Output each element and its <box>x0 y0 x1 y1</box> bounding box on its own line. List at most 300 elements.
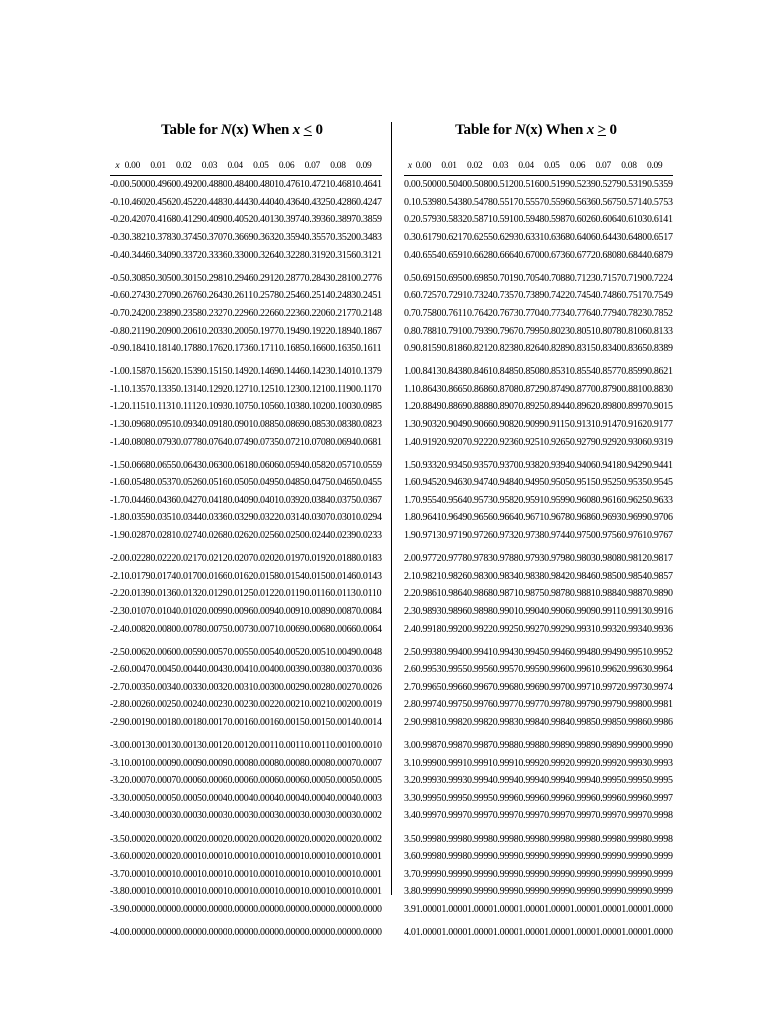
probability-cell: 0.3192 <box>304 249 331 261</box>
row-x-value: -1.6 <box>110 477 125 489</box>
probability-cell: 0.7291 <box>441 290 468 302</box>
probability-cell: 0.9591 <box>518 494 545 506</box>
probability-cell: 0.9099 <box>518 419 545 431</box>
probability-cell: 0.9999 <box>518 851 545 863</box>
probability-cell: 0.9871 <box>492 588 519 600</box>
probability-cell: 0.9656 <box>467 512 493 524</box>
probability-cell: 0.0049 <box>330 646 356 658</box>
table-row <box>404 790 673 808</box>
probability-cell: 0.0217 <box>176 553 202 565</box>
title-op: > <box>597 122 606 138</box>
probability-cell: 0.3050 <box>150 272 177 284</box>
probability-cell: 0.0008 <box>227 757 254 769</box>
probability-cell: 0.0006 <box>227 775 254 787</box>
probability-cell: 0.0002 <box>355 833 382 845</box>
probability-cell: 0.6331 <box>518 232 545 244</box>
probability-cell: 0.9082 <box>492 419 519 431</box>
probability-cell: 0.9251 <box>518 436 545 448</box>
probability-cell: 0.1038 <box>278 401 305 413</box>
probability-cell: 0.4681 <box>330 179 356 191</box>
probability-cell: 0.8365 <box>621 343 647 355</box>
probability-cell: 0.0001 <box>176 851 202 863</box>
probability-cell: 0.0003 <box>201 810 228 822</box>
probability-cell: 0.9985 <box>569 717 596 729</box>
probability-cell: 0.9279 <box>569 436 596 448</box>
probability-cell: 0.0384 <box>304 494 331 506</box>
probability-cell: 0.2743 <box>124 290 151 302</box>
title-when: When <box>251 122 290 138</box>
row-x-value: -2.4 <box>110 623 125 635</box>
probability-cell: 0.9554 <box>415 494 442 506</box>
probability-cell: 0.8708 <box>492 383 519 395</box>
probability-cell: 0.6255 <box>467 232 493 244</box>
probability-cell: 0.0336 <box>201 512 228 524</box>
probability-cell: 0.3085 <box>124 272 151 284</box>
probability-cell: 0.0011 <box>304 740 330 752</box>
probability-cell: 1.0000 <box>467 927 493 939</box>
row-x-value: -0.0 <box>110 179 125 191</box>
probability-cell: 0.0166 <box>201 570 228 582</box>
probability-cell: 0.9999 <box>415 868 442 880</box>
probability-cell: 0.9938 <box>415 646 442 658</box>
probability-cell: 0.2266 <box>253 307 279 319</box>
probability-cell: 0.8907 <box>492 401 519 413</box>
probability-cell: 0.0495 <box>253 477 279 489</box>
probability-cell: 0.9943 <box>492 646 519 658</box>
probability-cell: 0.0222 <box>150 553 177 565</box>
row-x-value: 2.3 <box>404 605 416 617</box>
probability-cell: 0.9971 <box>569 681 596 693</box>
probability-cell: 0.0019 <box>124 717 151 729</box>
probability-cell: 0.9999 <box>492 868 519 880</box>
probability-cell: 0.0122 <box>253 588 279 600</box>
probability-cell: 0.9998 <box>646 810 673 822</box>
probability-cell: 0.6406 <box>569 232 596 244</box>
probability-cell: 0.5199 <box>544 179 570 191</box>
probability-cell: 0.4168 <box>150 214 177 226</box>
probability-cell: 0.9999 <box>646 851 673 863</box>
table-row <box>110 865 382 883</box>
table-row <box>404 287 673 305</box>
probability-cell: 0.0778 <box>176 436 202 448</box>
column-header: 0.00 <box>415 161 432 171</box>
probability-cell: 0.0012 <box>227 740 254 752</box>
probability-cell: 1.0000 <box>646 903 673 915</box>
table-row <box>404 381 673 399</box>
title-arg: (x) <box>231 122 249 138</box>
probability-cell: 0.9999 <box>621 851 647 863</box>
probability-cell: 0.2514 <box>304 290 331 302</box>
probability-cell: 0.9319 <box>646 436 673 448</box>
probability-cell: 0.8849 <box>415 401 442 413</box>
table-row <box>110 754 382 772</box>
probability-cell: 0.0016 <box>253 717 279 729</box>
table-row <box>110 381 382 399</box>
row-x-value: 1.8 <box>404 512 416 524</box>
table-row <box>404 714 673 732</box>
probability-cell: 0.1251 <box>253 383 279 395</box>
table-row <box>404 731 673 754</box>
probability-cell: 0.0143 <box>355 570 382 582</box>
probability-cell: 0.0030 <box>253 681 279 693</box>
probability-cell: 0.9671 <box>518 512 545 524</box>
probability-cell: 0.9999 <box>569 886 596 898</box>
probability-cell: 0.0764 <box>201 436 228 448</box>
probability-cell: 0.9147 <box>595 419 622 431</box>
probability-cell: 0.0485 <box>278 477 305 489</box>
probability-cell: 0.8810 <box>621 383 647 395</box>
probability-cell: 0.0009 <box>150 757 177 769</box>
probability-cell: 0.9713 <box>415 530 442 542</box>
probability-cell: 0.4247 <box>355 196 382 208</box>
probability-cell: 0.0132 <box>176 588 202 600</box>
probability-cell: 0.9999 <box>518 868 545 880</box>
probability-cell: 0.1922 <box>304 325 331 337</box>
probability-cell: 0.0721 <box>278 436 305 448</box>
probability-cell: 0.0001 <box>330 886 356 898</box>
probability-cell: 0.9582 <box>492 494 519 506</box>
row-x-value: 2.4 <box>404 623 416 635</box>
probability-cell: 0.9693 <box>595 512 622 524</box>
probability-cell: 1.0000 <box>595 927 622 939</box>
probability-cell: 0.9830 <box>467 570 493 582</box>
probability-cell: 0.9998 <box>646 833 673 845</box>
probability-cell: 0.0001 <box>278 886 305 898</box>
probability-cell: 0.9984 <box>544 717 570 729</box>
table-row <box>110 848 382 866</box>
row-x-value: 3.3 <box>404 792 416 804</box>
probability-cell: 0.9793 <box>518 553 545 565</box>
row-x-value: 3.6 <box>404 851 416 863</box>
probability-cell: 0.0749 <box>227 436 254 448</box>
probability-cell: 0.0001 <box>201 851 228 863</box>
table-row <box>404 474 673 492</box>
probability-cell: 0.9772 <box>415 553 442 565</box>
probability-cell: 0.0010 <box>355 740 382 752</box>
probability-cell: 0.9955 <box>441 664 468 676</box>
probability-cell: 0.0002 <box>227 833 254 845</box>
row-x-value: 0.8 <box>404 325 416 337</box>
probability-cell: 0.3228 <box>278 249 305 261</box>
probability-cell: 0.0001 <box>227 851 254 863</box>
row-x-value: 1.1 <box>404 383 416 395</box>
probability-cell: 0.0040 <box>253 664 279 676</box>
probability-cell: 0.0107 <box>124 605 151 617</box>
probability-cell: 0.0002 <box>253 833 279 845</box>
probability-cell: 0.4443 <box>227 196 254 208</box>
probability-cell: 0.9861 <box>415 588 442 600</box>
table-row <box>404 865 673 883</box>
probability-cell: 0.8665 <box>441 383 468 395</box>
probability-cell: 0.0001 <box>150 886 177 898</box>
probability-cell: 0.2327 <box>201 307 228 319</box>
probability-cell: 0.9474 <box>467 477 493 489</box>
probability-cell: 1.0000 <box>569 903 596 915</box>
probability-cell: 0.0099 <box>201 605 228 617</box>
table-row <box>110 416 382 434</box>
right-table-title <box>404 122 668 146</box>
probability-cell: 0.9993 <box>621 757 647 769</box>
probability-cell: 0.0003 <box>278 810 305 822</box>
probability-cell: 0.9999 <box>544 886 570 898</box>
probability-cell: 0.0102 <box>176 605 202 617</box>
probability-cell: 0.0582 <box>304 459 331 471</box>
probability-cell: 0.4404 <box>253 196 279 208</box>
probability-cell: 0.0024 <box>176 699 202 711</box>
table-row <box>404 696 673 714</box>
table-row <box>110 918 382 941</box>
probability-cell: 0.3300 <box>227 249 254 261</box>
probability-cell: 0.0059 <box>176 646 202 658</box>
probability-cell: 0.8749 <box>544 383 570 395</box>
probability-cell: 0.0681 <box>355 436 382 448</box>
probability-cell: 0.0004 <box>253 792 279 804</box>
probability-cell: 0.2420 <box>124 307 151 319</box>
probability-cell: 0.0174 <box>150 570 177 582</box>
probability-cell: 0.7580 <box>415 307 442 319</box>
table-row <box>404 176 673 194</box>
probability-cell: 0.0188 <box>330 553 356 565</box>
probability-cell: 0.0019 <box>355 699 382 711</box>
probability-cell: 0.7939 <box>467 325 493 337</box>
probability-cell: 0.0010 <box>330 740 356 752</box>
probability-cell: 0.6879 <box>646 249 673 261</box>
probability-cell: 0.7881 <box>415 325 442 337</box>
title-arg: (x) <box>525 122 543 138</box>
probability-cell: 0.9997 <box>467 810 493 822</box>
probability-cell: 0.9996 <box>518 792 545 804</box>
probability-cell: 0.9767 <box>646 530 673 542</box>
table-row <box>404 585 673 603</box>
probability-cell: 0.0885 <box>253 419 279 431</box>
probability-cell: 0.0000 <box>124 927 151 939</box>
probability-cell: 0.9616 <box>595 494 622 506</box>
probability-cell: 0.9357 <box>467 459 493 471</box>
column-header: 0.02 <box>176 161 192 171</box>
probability-cell: 0.2358 <box>176 307 202 319</box>
probability-cell: 0.0401 <box>253 494 279 506</box>
probability-cell: 0.8212 <box>467 343 493 355</box>
row-x-value: -2.2 <box>110 588 125 600</box>
probability-cell: 0.9756 <box>595 530 622 542</box>
probability-cell: 0.0007 <box>124 775 151 787</box>
probability-cell: 0.9990 <box>415 757 442 769</box>
probability-cell: 0.1271 <box>227 383 254 395</box>
probability-cell: 0.9991 <box>441 757 468 769</box>
table-row <box>110 603 382 621</box>
table-row <box>110 772 382 790</box>
probability-cell: 0.1539 <box>176 366 202 378</box>
probability-cell: 0.9994 <box>569 775 596 787</box>
probability-cell: 0.9966 <box>441 681 468 693</box>
probability-cell: 0.9049 <box>441 419 468 431</box>
probability-cell: 0.0004 <box>227 792 254 804</box>
table-row <box>404 679 673 697</box>
row-x-value: 2.5 <box>404 646 416 658</box>
probability-cell: 0.0505 <box>227 477 254 489</box>
probability-cell: 0.9909 <box>569 605 596 617</box>
row-x-value: -3.1 <box>110 757 125 769</box>
probability-cell: 0.9649 <box>441 512 468 524</box>
table-row <box>404 433 673 451</box>
probability-cell: 0.0051 <box>304 646 331 658</box>
probability-cell: 0.9999 <box>646 886 673 898</box>
probability-cell: 0.9893 <box>415 605 442 617</box>
probability-cell: 0.0322 <box>253 512 279 524</box>
probability-cell: 0.9956 <box>467 664 493 676</box>
probability-cell: 0.0000 <box>150 927 177 939</box>
probability-cell: 0.0038 <box>304 664 331 676</box>
row-x-value: 3.9 <box>404 903 416 915</box>
probability-cell: 0.0351 <box>150 512 177 524</box>
table-row <box>404 357 673 380</box>
probability-cell: 0.9974 <box>415 699 442 711</box>
probability-cell: 0.0344 <box>176 512 202 524</box>
row-x-value: -3.3 <box>110 792 125 804</box>
probability-cell: 0.0091 <box>278 605 305 617</box>
probability-cell: 0.0526 <box>176 477 202 489</box>
probability-cell: 0.9963 <box>621 664 647 676</box>
probability-cell: 0.0003 <box>330 810 356 822</box>
probability-cell: 0.8389 <box>646 343 673 355</box>
table-row <box>404 848 673 866</box>
probability-cell: 0.0069 <box>278 623 305 635</box>
probability-cell: 0.3557 <box>304 232 331 244</box>
probability-cell: 0.0015 <box>278 717 305 729</box>
table-row <box>404 340 673 358</box>
probability-cell: 0.9988 <box>492 740 519 752</box>
probability-cell: 0.2061 <box>176 325 202 337</box>
probability-cell: 1.0000 <box>467 903 493 915</box>
probability-cell: 0.0073 <box>227 623 254 635</box>
probability-cell: 0.8621 <box>646 366 673 378</box>
probability-cell: 1.0000 <box>544 927 570 939</box>
probability-cell: 0.0000 <box>253 927 279 939</box>
probability-cell: 0.1867 <box>355 325 382 337</box>
probability-cell: 0.0537 <box>150 477 177 489</box>
probability-cell: 0.0281 <box>150 530 177 542</box>
probability-cell: 0.6368 <box>544 232 570 244</box>
probability-cell: 0.0571 <box>330 459 356 471</box>
probability-cell: 0.0012 <box>201 740 228 752</box>
probability-cell: 0.7673 <box>492 307 519 319</box>
probability-cell: 0.3372 <box>176 249 202 261</box>
probability-cell: 0.9997 <box>518 810 545 822</box>
probability-cell: 0.5438 <box>441 196 468 208</box>
probability-cell: 0.9608 <box>569 494 596 506</box>
probability-cell: 0.6517 <box>646 232 673 244</box>
probability-cell: 0.9962 <box>595 664 622 676</box>
probability-cell: 0.9980 <box>621 699 647 711</box>
title-var: x <box>586 122 595 138</box>
probability-cell: 0.0003 <box>355 792 382 804</box>
probability-cell: 0.0516 <box>201 477 228 489</box>
probability-cell: 0.9535 <box>621 477 647 489</box>
row-x-value: 0.9 <box>404 343 416 355</box>
probability-cell: 0.1151 <box>124 401 150 413</box>
probability-cell: 0.0000 <box>304 927 331 939</box>
probability-cell: 0.9997 <box>646 792 673 804</box>
row-x-value: 3.1 <box>404 757 416 769</box>
probability-cell: 0.5753 <box>646 196 673 208</box>
probability-cell: 0.0021 <box>278 699 305 711</box>
probability-cell: 0.0853 <box>304 419 331 431</box>
probability-cell: 0.9993 <box>415 775 442 787</box>
row-x-value: -2.8 <box>110 699 125 711</box>
row-x-value: 1.2 <box>404 401 416 413</box>
column-header: 0.07 <box>595 161 611 171</box>
probability-cell: 0.0045 <box>150 664 177 676</box>
probability-cell: 0.2643 <box>201 290 228 302</box>
probability-cell: 0.9981 <box>646 699 673 711</box>
probability-cell: 0.0119 <box>278 588 305 600</box>
probability-cell: 0.0006 <box>201 775 228 787</box>
probability-cell: 0.0000 <box>201 903 228 915</box>
probability-cell: 0.0036 <box>355 664 382 676</box>
probability-cell: 0.9686 <box>569 512 596 524</box>
probability-cell: 0.9957 <box>492 664 519 676</box>
probability-cell: 0.8925 <box>518 401 545 413</box>
table-row <box>110 883 382 901</box>
probability-cell: 0.0008 <box>253 757 279 769</box>
probability-cell: 0.0004 <box>201 792 228 804</box>
header-row <box>404 159 673 176</box>
probability-cell: 0.0060 <box>150 646 177 658</box>
probability-cell: 0.5636 <box>569 196 596 208</box>
probability-cell: 0.0951 <box>150 419 177 431</box>
probability-cell: 0.9750 <box>569 530 596 542</box>
probability-cell: 0.0643 <box>176 459 202 471</box>
probability-cell: 0.5596 <box>544 196 570 208</box>
probability-cell: 0.9997 <box>492 810 519 822</box>
probability-cell: 0.0594 <box>278 459 305 471</box>
probability-cell: 0.0002 <box>201 833 228 845</box>
probability-cell: 0.5359 <box>646 179 673 191</box>
probability-cell: 0.7324 <box>467 290 493 302</box>
probability-cell: 0.9996 <box>621 792 647 804</box>
probability-cell: 0.0018 <box>176 717 202 729</box>
probability-cell: 0.9989 <box>595 740 622 752</box>
probability-cell: 0.8315 <box>569 343 596 355</box>
probability-cell: 0.0655 <box>150 459 177 471</box>
probability-cell: 0.0228 <box>124 553 151 565</box>
probability-cell: 0.2578 <box>253 290 279 302</box>
probability-cell: 0.6217 <box>441 232 468 244</box>
probability-cell: 0.8508 <box>518 366 545 378</box>
probability-cell: 0.0559 <box>355 459 382 471</box>
probability-cell: 0.1112 <box>176 401 202 413</box>
table-row <box>404 883 673 901</box>
left-table-title <box>110 122 374 146</box>
probability-cell: 0.9975 <box>441 699 468 711</box>
row-x-value: -1.7 <box>110 494 125 506</box>
probability-cell: 0.9982 <box>467 717 493 729</box>
table-row <box>404 772 673 790</box>
probability-cell: 0.0000 <box>355 903 382 915</box>
probability-cell: 0.9999 <box>569 868 596 880</box>
probability-cell: 0.9999 <box>569 851 596 863</box>
probability-cell: 0.9945 <box>518 646 545 658</box>
probability-cell: 0.0793 <box>150 436 177 448</box>
probability-cell: 0.9382 <box>518 459 545 471</box>
probability-cell: 0.0136 <box>150 588 177 600</box>
x-column-header: x <box>115 161 120 171</box>
row-x-value: 4.0 <box>404 927 416 939</box>
probability-cell: 0.9884 <box>595 588 622 600</box>
probability-cell: 0.0096 <box>227 605 254 617</box>
probability-cell: 0.7422 <box>544 290 570 302</box>
probability-cell: 0.0013 <box>176 740 202 752</box>
